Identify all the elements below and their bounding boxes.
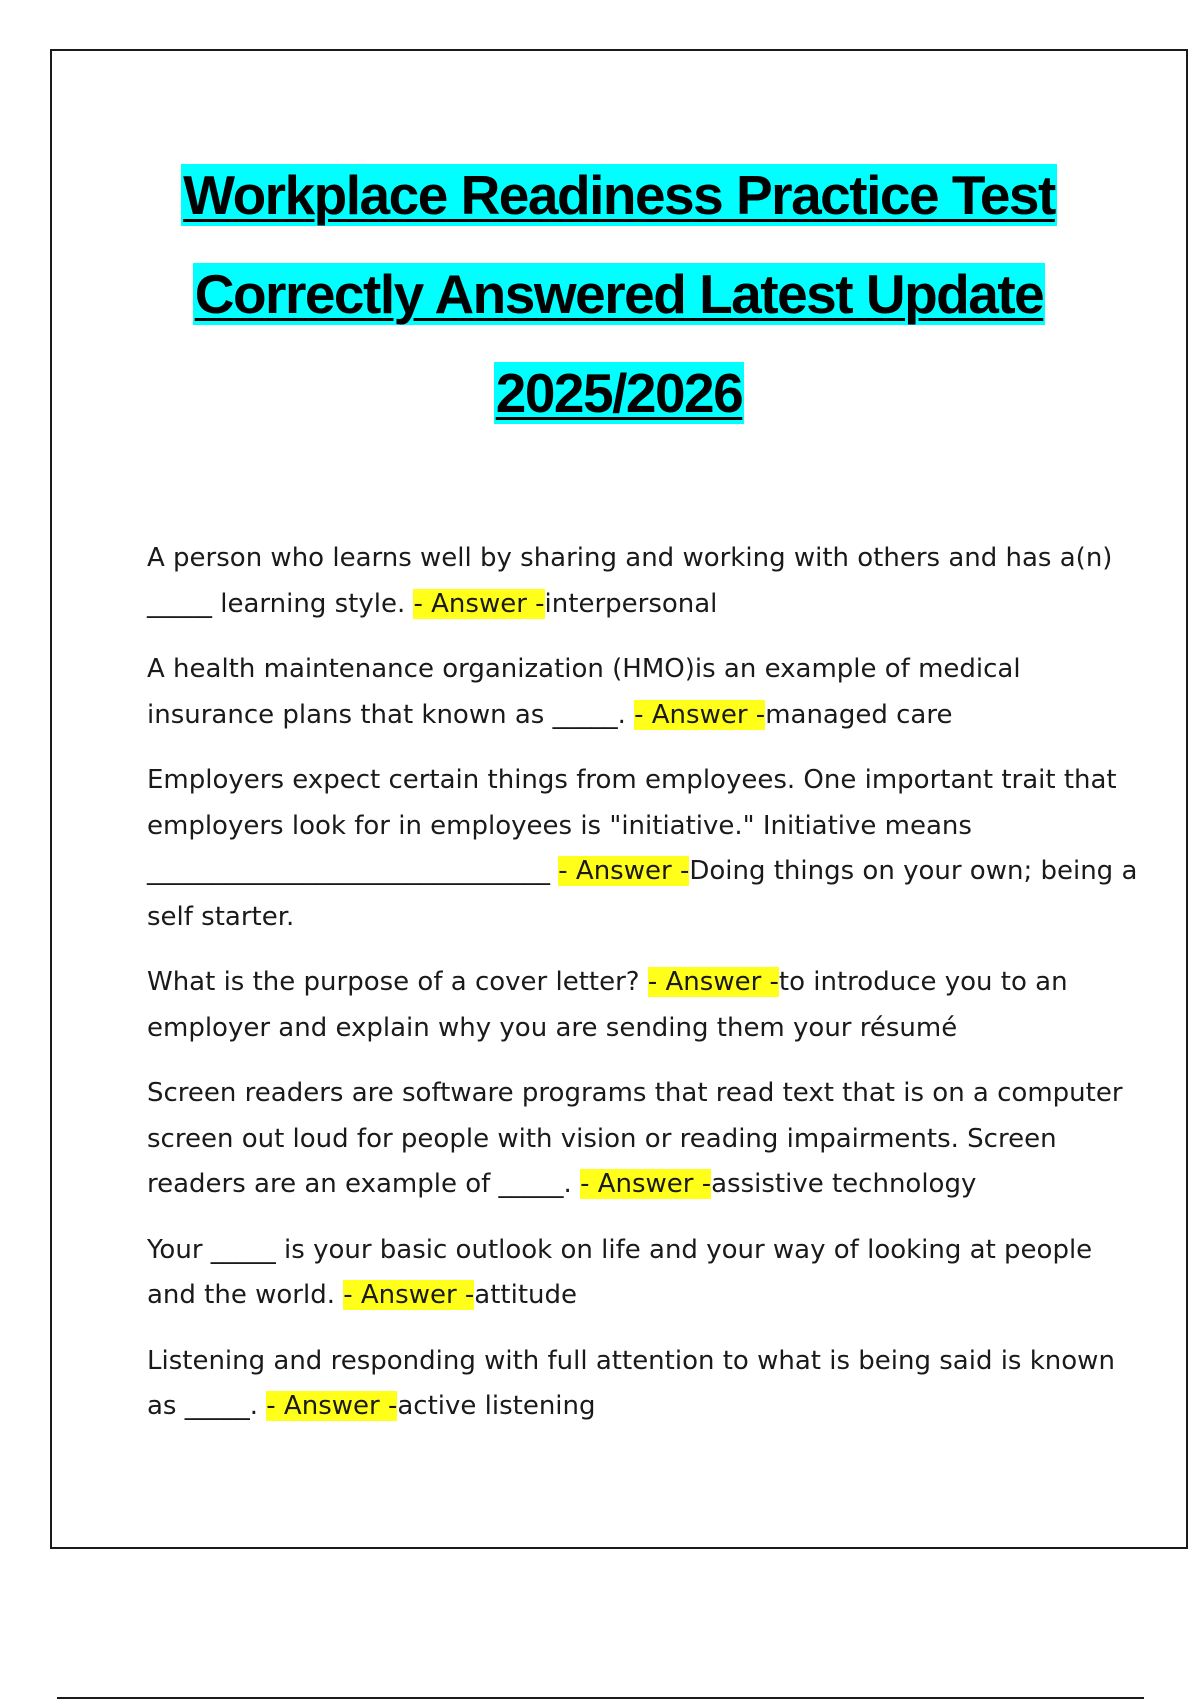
question-text: What is the purpose of a cover letter? (147, 967, 648, 997)
qa-item (147, 536, 1147, 627)
question-text: Employers expect certain things from employees. One important trait that employers look for in employees is "initiative." Initiative means _______________________________ (147, 765, 1117, 886)
answer-text: interpersonal (544, 588, 718, 619)
answer-marker: - Answer - (266, 1391, 398, 1421)
qa-item (147, 960, 1147, 1051)
qa-item (147, 1228, 1147, 1319)
question-text: Screen readers are software programs that read text that is on a computer screen out loud for people with vision or reading impairments. Screen readers are an example of _____. (147, 1078, 1123, 1199)
title-line-3: 2025/2026 (495, 362, 743, 424)
answer-marker: - Answer - (634, 699, 766, 730)
next-page-top-border (57, 1697, 1144, 1699)
answer-text: managed care (765, 699, 953, 730)
answer-text: attitude (474, 1280, 578, 1310)
answer-marker: - Answer - (413, 588, 545, 619)
question-text: Listening and responding with full attention to what is being said is known as _____. (147, 1345, 1115, 1421)
question-text: A health maintenance organization (HMO)is an example of medical insurance plans that known as _____. (147, 654, 1021, 730)
answer-text: to introduce you to an employer and explain why you are sending them your résumé (147, 967, 1068, 1043)
title-line-1: Workplace Readiness Practice Test (183, 164, 1055, 226)
answer-marker: - Answer - (343, 1280, 475, 1310)
answer-marker: - Answer - (647, 967, 779, 997)
qa-list (147, 536, 1147, 1450)
answer-text: assistive technology (711, 1169, 977, 1199)
answer-text: active listening (397, 1391, 596, 1421)
question-text: Your _____ is your basic outlook on life and your way of looking at people and the world. (147, 1234, 1093, 1310)
document-title (52, 146, 1186, 443)
title-line-2: Correctly Answered Latest Update (194, 263, 1044, 325)
answer-text: Doing things on your own; being a self starter. (147, 856, 1138, 932)
answer-marker: - Answer - (580, 1169, 712, 1199)
page-frame (50, 49, 1188, 1549)
qa-item (147, 758, 1147, 940)
answer-marker: - Answer - (558, 856, 690, 886)
qa-item (147, 1339, 1147, 1430)
qa-item (147, 647, 1147, 738)
question-text: A person who learns well by sharing and working with others and has a(n) _____ learning style. (147, 543, 1113, 619)
qa-item (147, 1071, 1147, 1208)
